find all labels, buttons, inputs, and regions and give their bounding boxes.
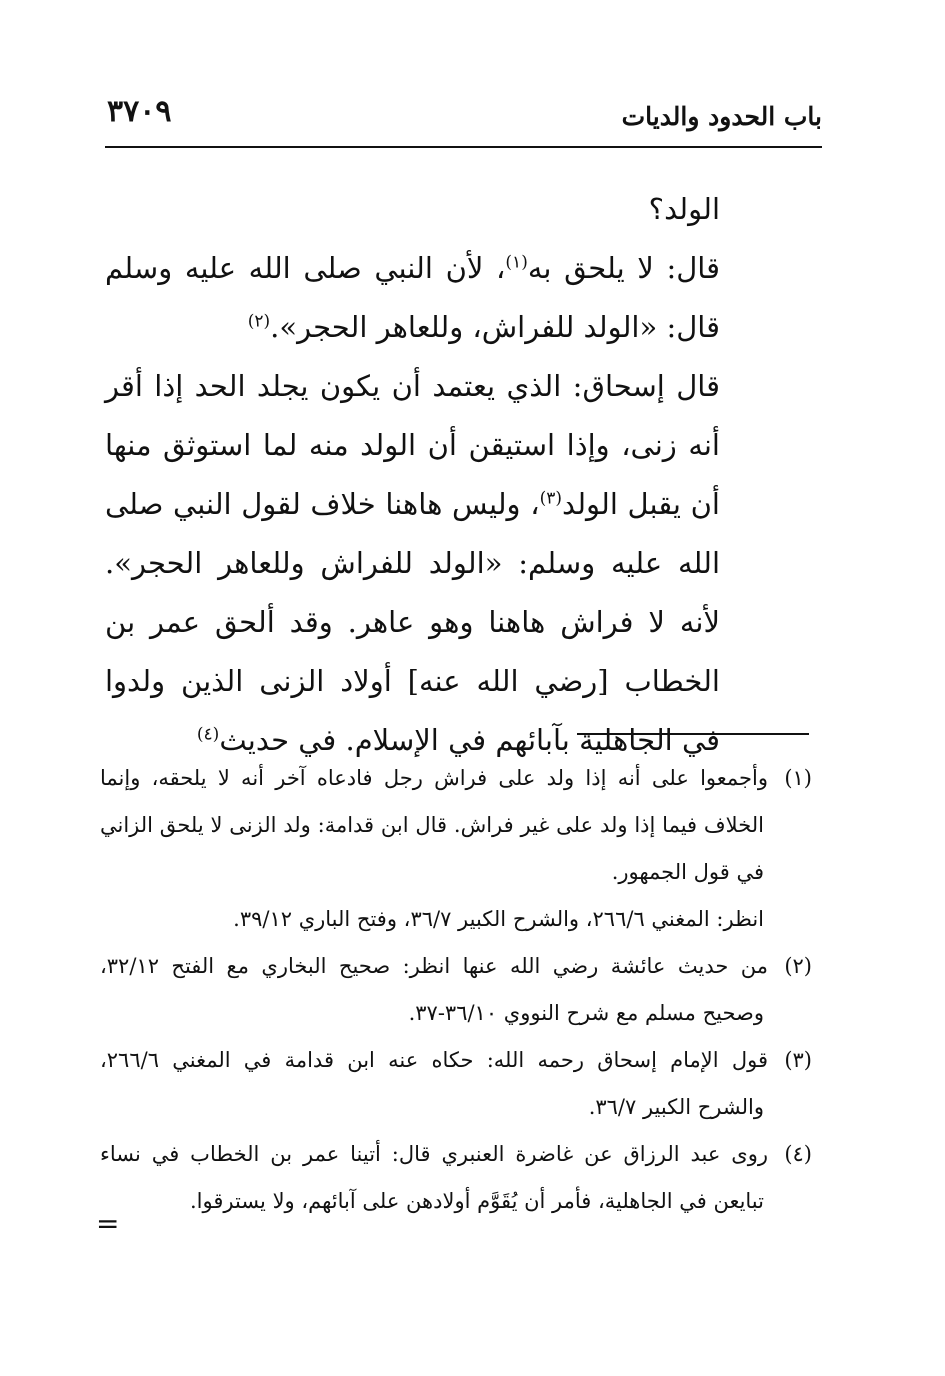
paragraph-1: الولد؟ [648,192,720,226]
footnote-2-text: من حديث عائشة رضي الله عنها انظر: صحيح البخاري مع الفتح ٣٢/١٢، وصحيح مسلم مع شرح النووي ٣٦/١٠-٣٧. [100,954,768,1025]
footnote-1-citation: انظر: المغني ٢٦٦/٦، والشرح الكبير ٣٦/٧، وفتح الباري ٣٩/١٢. [233,907,764,931]
footnote-ref-4: (٤) [196,724,220,745]
footnote-ref-3: (٣) [539,488,562,509]
footnote-4 [100,1131,812,1225]
footnote-ref-2: (٢) [247,311,271,332]
paragraph-3-text-a: قال إسحاق: الذي يعتمد أن يكون يجلد الحد إذا أقر أنه زنى، وإذا استيقن أن الولد منه لما استوثق منها أن يقبل الولد [105,369,720,521]
footnote-ref-1: (١) [505,252,528,273]
header-divider [105,146,822,148]
paragraph-2 [105,239,720,357]
paragraph-3 [105,357,720,770]
footnote-divider [577,733,809,735]
chapter-title: باب الحدود والديات [621,102,822,131]
paragraph-3-text-b: ، وليس هاهنا خلاف لقول النبي صلى الله عليه وسلم: «الولد للفراش وللعاهر الحجر». لأنه لا فراش هاهنا وهو عاهر. وقد ألحق عمر بن الخطاب [رضي الله عنه] أولاد الزنى الذين ولدوا في الجاهلية بآبائهم في الإسلام. في حديث [105,487,720,757]
footnote-4-text: روى عبد الرزاق عن غاضرة العنبري قال: أتينا عمر بن الخطاب في نساء تبايعن في الجاهلية، فأمر أن يُقَوَّم أولادهن على آبائهم، ولا يسترقوا. [100,1142,768,1213]
footnote-4-number: (٤) [784,1142,812,1166]
running-header [105,92,822,142]
paragraph-2-text-b: ، لأن النبي صلى الله عليه وسلم قال: «الولد للفراش، وللعاهر الحجر». [105,251,720,344]
footnote-1-text: وأجمعوا على أنه إذا ولد على فراش رجل فادعاه آخر أنه لا يلحقه، وإنما الخلاف فيما إذا ولد على غير فراش. قال ابن قدامة: ولد الزنى لا يلحق الزاني في قول الجمهور. [100,766,768,884]
paragraph-2-text-a: قال: لا يلحق به [527,251,720,285]
footnotes-section [100,755,812,1225]
continuation-mark: = [96,1207,120,1240]
footnote-1 [100,755,812,896]
page-number: ٣٧٠٩ [107,94,172,129]
main-text [105,180,720,770]
footnote-2-number: (٢) [784,954,812,978]
footnote-2 [100,943,812,1037]
footnote-1-number: (١) [784,766,812,790]
footnote-3-number: (٣) [784,1048,812,1072]
footnote-3 [100,1037,812,1131]
footnote-3-text: قول الإمام إسحاق رحمه الله: حكاه عنه ابن قدامة في المغني ٢٦٦/٦، والشرح الكبير ٣٦/٧. [100,1048,768,1119]
